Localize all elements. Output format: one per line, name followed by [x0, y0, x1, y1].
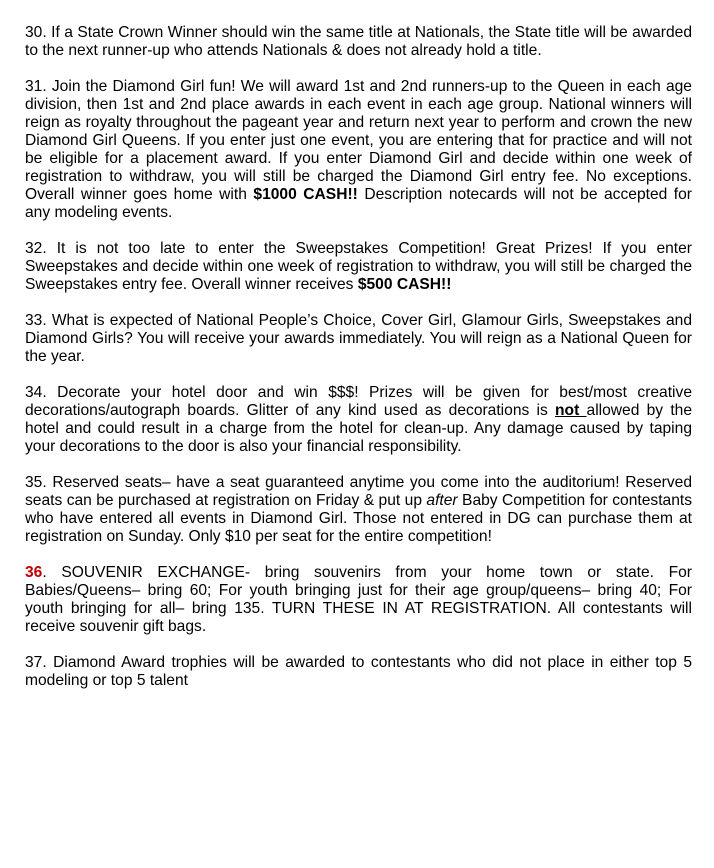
rule-number: 32: [25, 240, 43, 257]
rule-number: 37: [25, 654, 43, 671]
rule-number: 34: [25, 384, 43, 401]
rule-text: . What is expected of National People’s Choice, Cover Girl, Glamour Girls, Sweepstakes and Diamond Girls? You will receive your awards immediately. You will reign as a National Queen for the year.: [25, 312, 692, 365]
rule-text: . Diamond Award trophies will be awarded to contestants who did not place in either top 5 modeling or top 5 talent: [25, 654, 692, 689]
rule-text: . Reserved seats– have a seat guaranteed anytime you come into the auditorium! Reserved seats can be purchased at registration on Friday & put up: [25, 474, 692, 509]
rule-35: [25, 474, 692, 546]
rule-number: 35: [25, 474, 43, 491]
rule-37: [25, 654, 692, 690]
rule-text-cont: allowed by the hotel and could result in a charge from the hotel for clean-up. Any damage caused by taping your decorations to the door is also your financial responsibility.: [25, 402, 693, 455]
rule-text: . It is not too late to enter the Sweepstakes Competition! Great Prizes! If you enter Sweepstakes and decide within one week of registration to withdraw, you will still be charged the Sweepstakes entry fee. Overall winner receives: [25, 240, 692, 293]
rule-number: 33: [25, 312, 43, 329]
emphasis-after: after: [426, 492, 458, 509]
rule-31: [25, 78, 692, 222]
rule-32: [25, 240, 692, 294]
rule-text-cont: Description notecards will not be accepted for any modeling events.: [25, 186, 693, 221]
rule-number-highlight: 36: [25, 564, 43, 581]
rule-text: . Join the Diamond Girl fun! We will award 1st and 2nd runners-up to the Queen in each age division, then 1st and 2nd place awards in each event in each age group. National winners will reign as royalty throughout the pageant year and return next year to perform and crown the new Diamond Girl Queens. If you enter just one event, you are entering that for practice and will not be eligible for a placement award. If you enter Diamond Girl and decide within one week of registration to withdraw, you will still be charged the Diamond Girl entry fee. No exceptions. Overall winner goes home with: [25, 78, 692, 203]
rule-text-cont: Baby Competition for contestants who have entered all events in Diamond Girl. Those not entered in DG can purchase them at registration on Sunday. Only $10 per seat for the entire competition!: [25, 492, 692, 545]
rule-text: . If a State Crown Winner should win the same title at Nationals, the State title will be awarded to the next runner-up who attends Nationals & does not already hold a title.: [25, 24, 692, 59]
rule-30: [25, 24, 692, 60]
rule-33: [25, 312, 692, 366]
rule-34: [25, 384, 692, 456]
cash-prize: $500 CASH!!: [357, 276, 452, 293]
rule-number: 30: [25, 24, 43, 41]
emphasis-not: not: [555, 402, 587, 419]
rule-number: 31: [25, 78, 43, 95]
rule-text: . SOUVENIR EXCHANGE- bring souvenirs from your home town or state. For Babies/Queens– bring 60; For youth bringing just for their age group/queens– bring 40; For youth bringing for all– bring 135. TURN THESE IN AT REGISTRATION. All contestants will receive souvenir gift bags.: [25, 564, 692, 635]
rule-text: . Decorate your hotel door and win $$$! Prizes will be given for best/most creative decorations/autograph boards. Glitter of any kind used as decorations is: [25, 384, 692, 419]
cash-prize: $1000 CASH!!: [253, 186, 358, 203]
rule-36: [25, 564, 692, 636]
